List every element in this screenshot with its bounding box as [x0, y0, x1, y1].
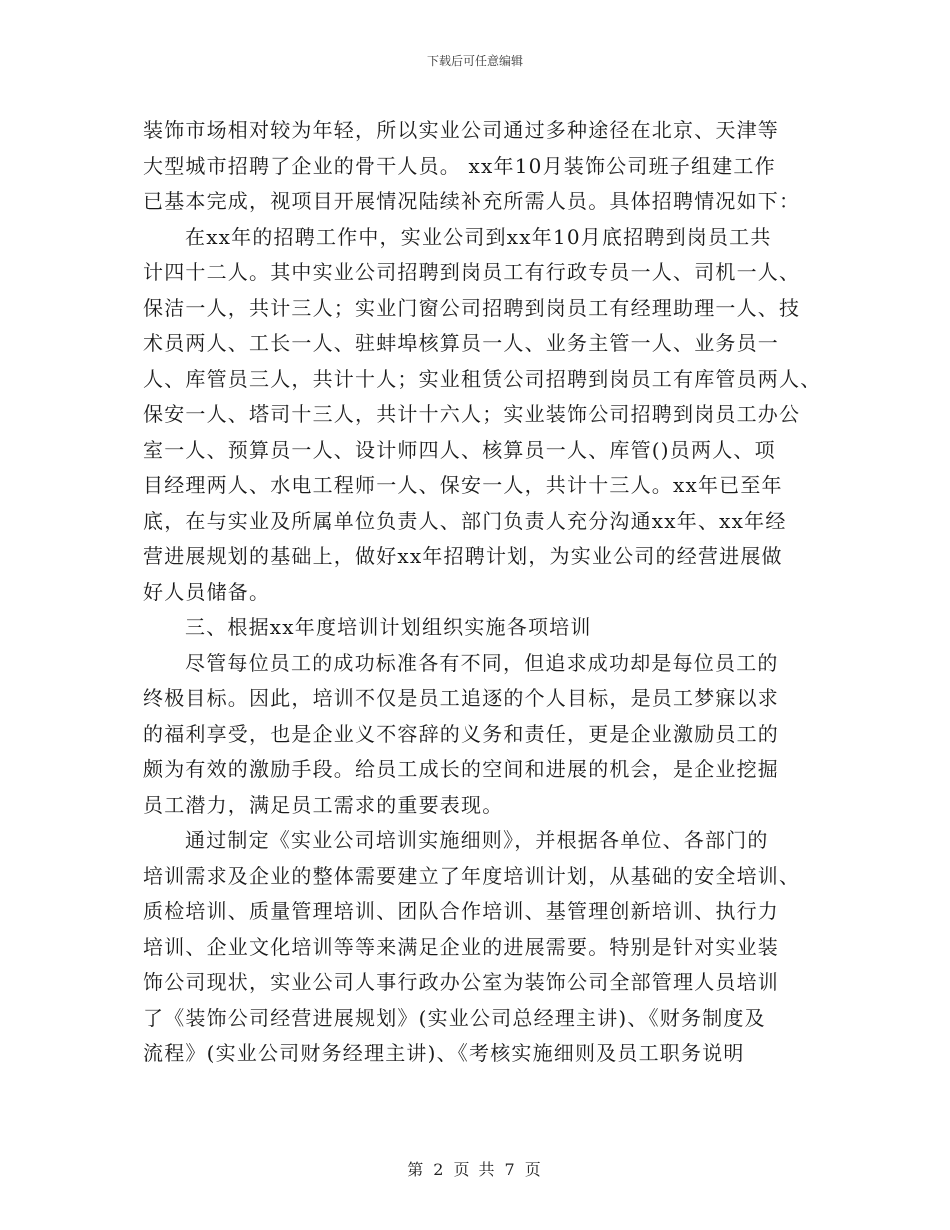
text-line: 室一人、预算员一人、设计师四人、核算员一人、库管()员两人、项 [143, 437, 776, 462]
text-line: 的福利享受，也是企业义不容辞的义务和责任，更是企业激励员工的 [143, 721, 779, 746]
text-line: 颇为有效的激励手段。给员工成长的空间和进展的机会，是企业挖掘 [143, 757, 779, 781]
page-label-middle: 页 共 [453, 1160, 497, 1179]
text-line: 饰公司现状，实业公司人事行政办公室为装饰公司全部管理人员培训 [143, 970, 779, 994]
text-line: 保安一人、塔司十三人，共计十六人；实业装饰公司招聘到岗员工办公 [143, 402, 801, 426]
text-line: 大型城市招聘了企业的骨干人员。 xx年10月装饰公司班子组建工作 [143, 153, 776, 178]
page-label-prefix: 第 [407, 1160, 426, 1179]
page-footer [0, 1157, 950, 1180]
document-body [143, 113, 822, 1072]
page-header: 下载后可任意编辑 [426, 54, 523, 68]
text-line: 培训需求及企业的整体需要建立了年度培训计划，从基础的安全培训、 [143, 863, 801, 888]
text-line: 目经理两人、水电工程师一人、保安一人，共计十三人。xx年已至年 [143, 473, 783, 497]
text-line: 装饰市场相对较为年轻，所以实业公司通过多种途径在北京、天津等 [143, 118, 779, 142]
text-line: 保洁一人，共计三人；实业门窗公司招聘到岗员工有经理助理一人、技 [143, 295, 801, 320]
text-line: 术员两人、工长一人、驻蚌埠核算员一人、业务主管一人、业务员一 [143, 331, 779, 355]
text-line: 质检培训、质量管理培训、团队合作培训、基管理创新培训、执行力 [143, 899, 779, 923]
paragraph-start-line: 尽管每位员工的成功标准各有不同，但追求成功却是每位员工的 [185, 650, 779, 675]
text-line: 已基本完成，视项目开展情况陆续补充所需人员。具体招聘情况如下： [143, 189, 801, 213]
total-pages-number: 7 [504, 1160, 517, 1179]
text-line: 终极目标。因此，培训不仅是员工追逐的个人目标，是员工梦寐以求 [143, 686, 779, 710]
text-line: 好人员储备。 [143, 579, 271, 604]
current-page-number: 2 [433, 1160, 446, 1179]
page-label-suffix: 页 [524, 1160, 543, 1179]
text-line: 流程》(实业公司财务经理主讲)、《考核实施细则及员工职务说明 [143, 1041, 745, 1065]
paragraph-start-line: 在xx年的招聘工作中，实业公司到xx年10月底招聘到岗员工共 [185, 224, 772, 249]
text-line: 员工潜力，满足员工需求的重要表现。 [143, 792, 504, 817]
text-line: 营进展规划的基础上，做好xx年招聘计划，为实业公司的经营进展做 [143, 544, 783, 568]
text-line: 计四十二人。其中实业公司招聘到岗员工有行政专员一人、司机一人、 [143, 260, 801, 284]
text-line: 了《装饰公司经营进展规划》(实业公司总经理主讲)、《财务制度及 [143, 1005, 766, 1030]
text-line: 人、库管员三人，共计十人；实业租赁公司招聘到岗员工有库管员两人、 [143, 366, 822, 391]
text-line: 培训、企业文化培训等等来满足企业的进展需要。特别是针对实业装 [143, 934, 779, 959]
paragraph-start-line: 通过制定《实业公司培训实施细则》，并根据各单位、各部门的 [185, 828, 769, 852]
text-line: 底，在与实业及所属单位负责人、部门负责人充分沟通xx年、xx年经 [143, 508, 787, 533]
section-heading: 三、根据xx年度培训计划组织实施各项培训 [185, 615, 592, 639]
